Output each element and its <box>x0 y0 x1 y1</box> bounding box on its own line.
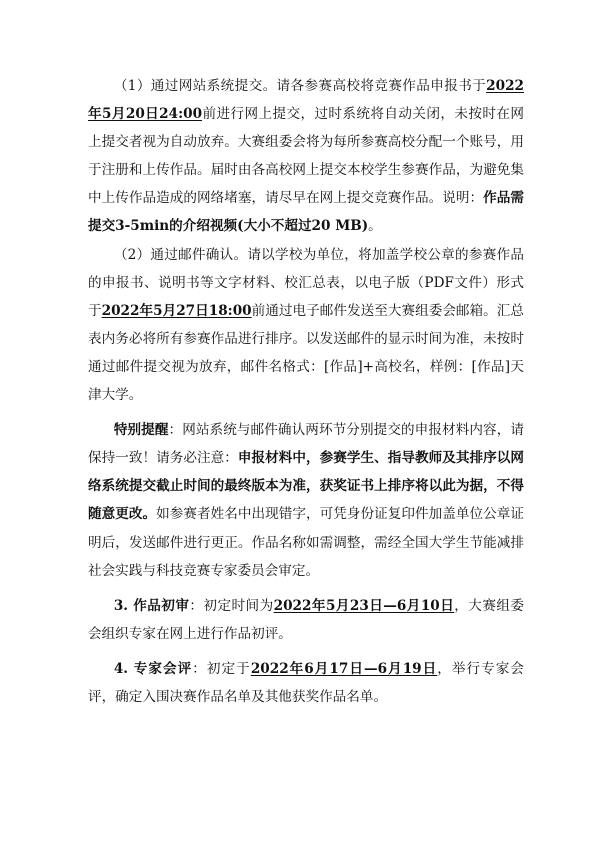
document-body <box>88 72 524 711</box>
paragraph-email-confirmation <box>88 241 524 410</box>
text: （1）通过网站系统提交。请各参赛高校将竞赛作品申报书于 <box>113 78 487 94</box>
expert-review-label: 4. 专家会评 <box>113 660 193 677</box>
text: 前通过电子邮件发送至大赛组委会邮箱。汇总表内务必将所有参赛作品进行排序。以发送邮件的显示时间为准，未按时通过邮件提交视为放弃，邮件名格式：[作品]+高校名，样例：[作品]天津大学。 <box>88 302 525 404</box>
special-reminder-label: 特别提醒 <box>113 422 169 439</box>
text: ：初定时间为 <box>189 597 274 614</box>
deadline-website: 2022年5月20日24:00 <box>88 78 524 123</box>
text: ，举行专家会评，确定入围决赛作品名单及其他获奖作品名单。 <box>88 660 525 705</box>
paragraph-website-submission <box>88 72 524 241</box>
text: 。 <box>368 218 382 235</box>
deadline-email: 2022年5月27日18:00 <box>101 302 252 319</box>
reminder-emphasis: 申报材料中，参赛学生、指导教师及其排序以网络系统提交截止时间的最终版本为准，获奖证书上排序将以此为据，不得随意更改。 <box>88 450 525 523</box>
preliminary-review-dates: 2022年5月23日—6月10日 <box>273 597 455 614</box>
text: （2）通过邮件确认。请以学校为单位，将加盖学校公章的参赛作品的申报书、说明书等文字材料、校汇总表，以电子版（PDF文件）形式于 <box>88 246 524 319</box>
preliminary-review-label: 3. 作品初审 <box>113 597 190 614</box>
video-requirement: 作品需提交3-5min的介绍视频(大小不超过20 MB) <box>88 190 525 235</box>
paragraph-preliminary-review <box>88 592 524 648</box>
text: ：网站系统与邮件确认两环节分别提交的申报材料内容，请保持一致！请务必注意： <box>88 422 525 467</box>
paragraph-special-reminder <box>88 416 524 585</box>
paragraph-expert-review <box>88 655 524 711</box>
text: 前进行网上提交，过时系统将自动关闭，未按时在网上提交者视为自动放弃。大赛组委会将为每所参赛高校分配一个账号，用于注册和上传作品。届时由各高校网上提交本校学生参赛作品，为避免集中上传作品造成的网络堵塞，请尽早在网上提交竞赛作品。说明： <box>88 106 525 207</box>
text: 如参赛者姓名中出现错字，可凭身份证复印件加盖单位公章证明后，发送邮件进行更正。作品名称如需调整，需经全国大学生节能减排社会实践与科技竞赛专家委员会审定。 <box>88 506 525 579</box>
text: ，大赛组委会组织专家在网上进行作品初评。 <box>88 597 525 642</box>
text: ：初定于 <box>192 660 251 677</box>
expert-review-dates: 2022年6月17日—6月19日 <box>250 660 438 677</box>
